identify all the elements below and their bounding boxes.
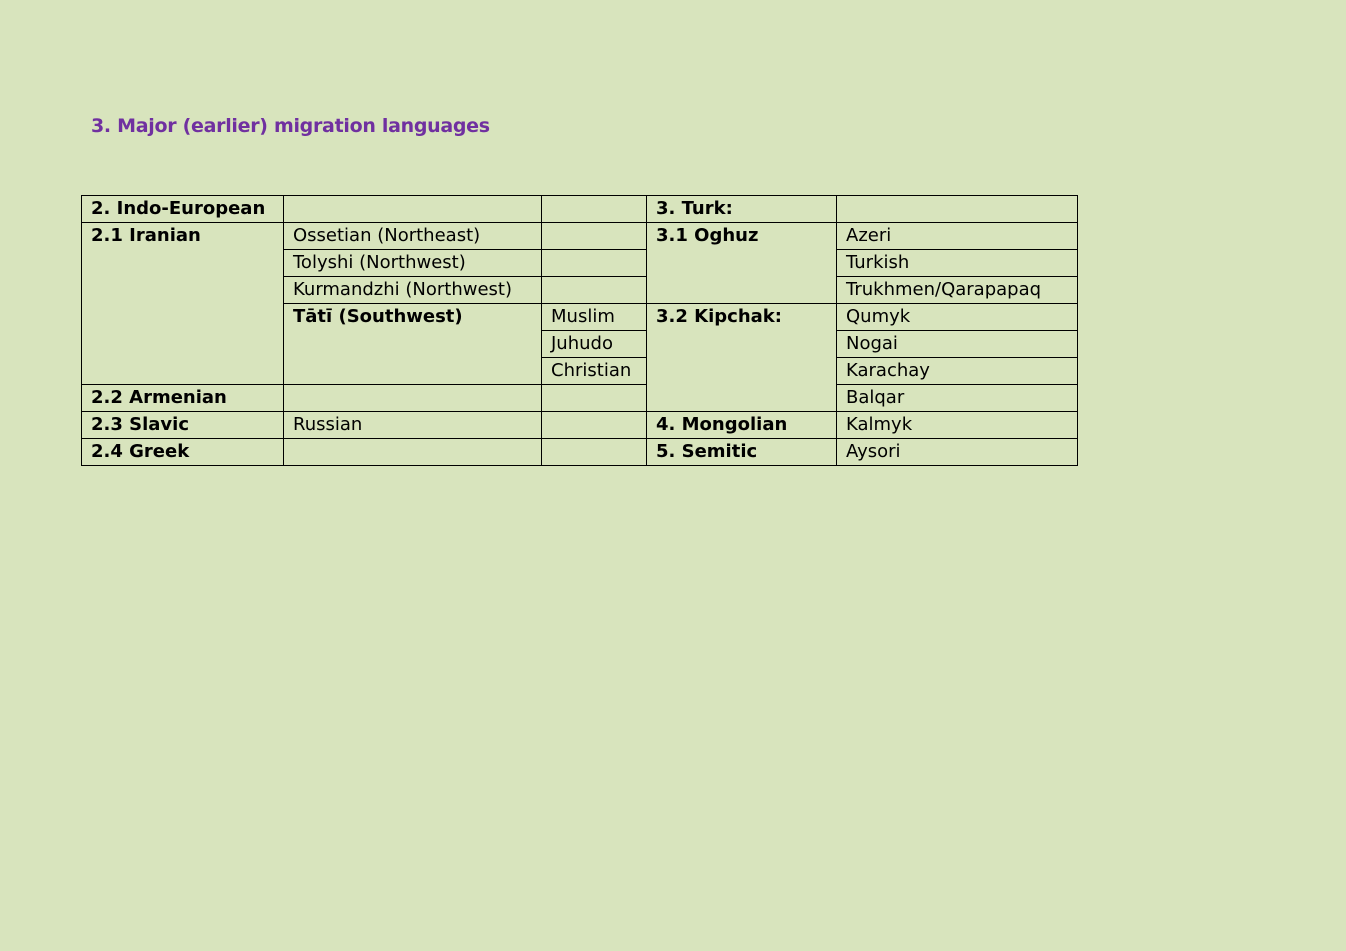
language-ossetian: Ossetian (Northeast)	[284, 223, 542, 250]
language-russian: Russian	[284, 412, 542, 439]
language-azeri: Azeri	[837, 223, 1078, 250]
empty-cell	[542, 439, 647, 466]
empty-cell	[542, 250, 647, 277]
table-row	[82, 196, 1078, 223]
empty-cell	[837, 196, 1078, 223]
family-mongolian: 4. Mongolian	[647, 412, 837, 439]
language-turkish: Turkish	[837, 250, 1078, 277]
empty-cell	[542, 277, 647, 304]
empty-cell	[542, 412, 647, 439]
branch-iranian: 2.1 Iranian	[82, 223, 284, 385]
empty-cell	[284, 439, 542, 466]
family-semitic: 5. Semitic	[647, 439, 837, 466]
branch-slavic: 2.3 Slavic	[82, 412, 284, 439]
language-kurmandzhi: Kurmandzhi (Northwest)	[284, 277, 542, 304]
variety-juhudo: Juhudo	[542, 331, 647, 358]
branch-oghuz: 3.1 Oghuz	[647, 223, 837, 304]
language-balqar: Balqar	[837, 385, 1078, 412]
language-tolyshi: Tolyshi (Northwest)	[284, 250, 542, 277]
language-qumyk: Qumyk	[837, 304, 1078, 331]
page-title: 3. Major (earlier) migration languages	[91, 115, 490, 137]
language-aysori: Aysori	[837, 439, 1078, 466]
branch-kipchak: 3.2 Kipchak:	[647, 304, 837, 412]
empty-cell	[542, 385, 647, 412]
variety-muslim: Muslim	[542, 304, 647, 331]
language-table	[81, 195, 1078, 466]
branch-armenian: 2.2 Armenian	[82, 385, 284, 412]
table-row	[82, 439, 1078, 466]
variety-christian: Christian	[542, 358, 647, 385]
empty-cell	[542, 196, 647, 223]
language-nogai: Nogai	[837, 331, 1078, 358]
family-indo-european: 2. Indo-European	[82, 196, 284, 223]
language-kalmyk: Kalmyk	[837, 412, 1078, 439]
language-trukhmen: Trukhmen/Qarapapaq	[837, 277, 1078, 304]
table-row	[82, 385, 1078, 412]
table-row	[82, 412, 1078, 439]
branch-greek: 2.4 Greek	[82, 439, 284, 466]
empty-cell	[284, 385, 542, 412]
language-karachay: Karachay	[837, 358, 1078, 385]
language-tati: Tātī (Southwest)	[284, 304, 542, 385]
empty-cell	[542, 223, 647, 250]
empty-cell	[284, 196, 542, 223]
table-row	[82, 223, 1078, 250]
family-turk: 3. Turk:	[647, 196, 837, 223]
